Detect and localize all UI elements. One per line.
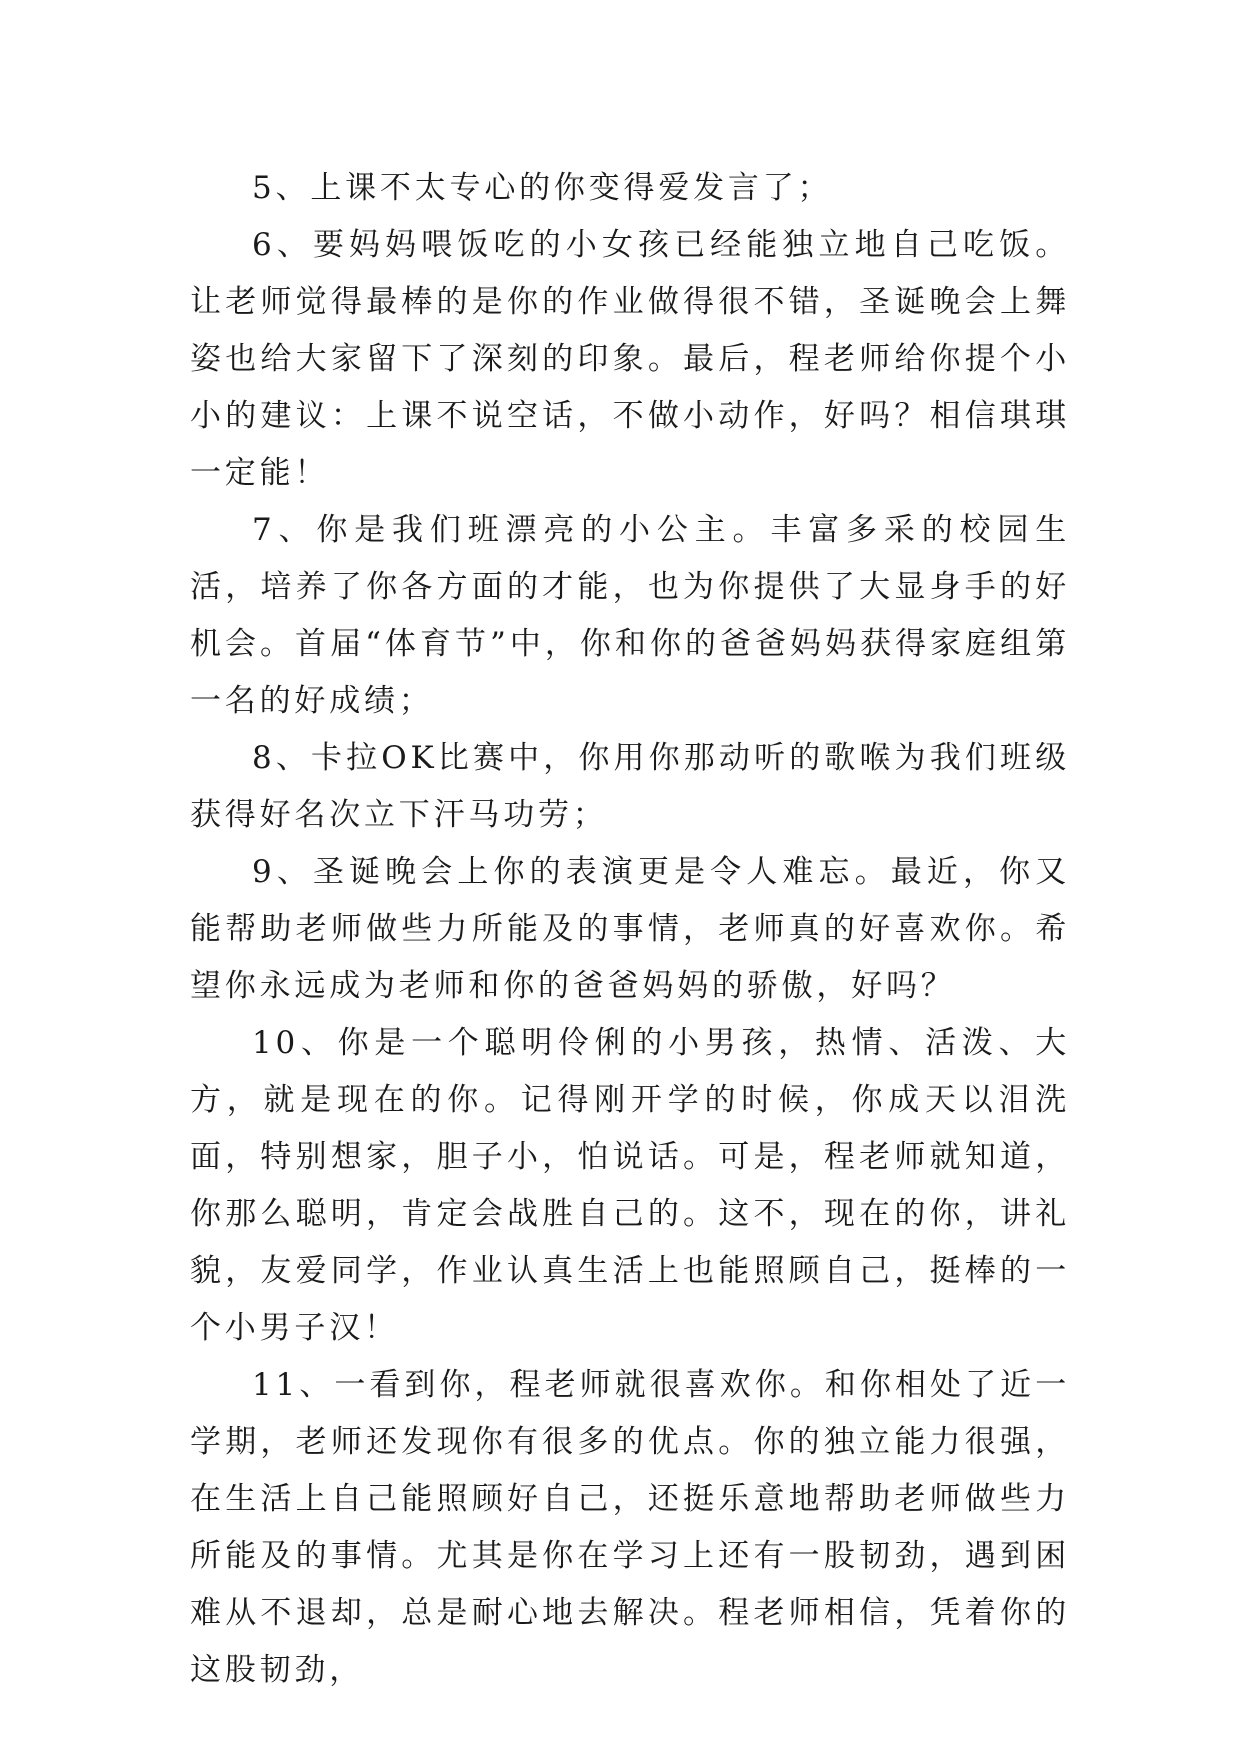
- paragraph-comment-7: 7、你是我们班漂亮的小公主。丰富多采的校园生活，培养了你各方面的才能，也为你提供了大显身手的好机会。首届“体育节”中，你和你的爸爸妈妈获得家庭组第一名的好成绩；: [190, 512, 1070, 719]
- paragraph-comment-10: 10、你是一个聪明伶俐的小男孩，热情、活泼、大方，就是现在的你。记得刚开学的时候，你成天以泪洗面，特别想家，胆子小，怕说话。可是，程老师就知道，你那么聪明，肯定会战胜自己的。这不，现在的你，讲礼貌，友爱同学，作业认真生活上也能照顾自己，挺棒的一个小男子汉！: [190, 1025, 1070, 1346]
- paragraph-comment-6: 6、要妈妈喂饭吃的小女孩已经能独立地自己吃饭。让老师觉得最棒的是你的作业做得很不错，圣诞晚会上舞姿也给大家留下了深刻的印象。最后，程老师给你提个小小的建议：上课不说空话，不做小动作，好吗？相信琪琪一定能！: [190, 227, 1070, 491]
- document-body: [190, 160, 1070, 1699]
- paragraph-comment-8: 8、卡拉OK比赛中，你用你那动听的歌喉为我们班级获得好名次立下汗马功劳；: [190, 740, 1070, 833]
- paragraph-comment-9: 9、圣诞晚会上你的表演更是令人难忘。最近，你又能帮助老师做些力所能及的事情，老师真的好喜欢你。希望你永远成为老师和你的爸爸妈妈的骄傲，好吗？: [190, 854, 1070, 1004]
- paragraph-comment-11: 11、一看到你，程老师就很喜欢你。和你相处了近一学期，老师还发现你有很多的优点。你的独立能力很强，在生活上自己能照顾好自己，还挺乐意地帮助老师做些力所能及的事情。尤其是你在学习上还有一股韧劲，遇到困难从不退却，总是耐心地去解决。程老师相信，凭着你的这股韧劲，: [190, 1367, 1070, 1688]
- paragraph-comment-5: 5、上课不太专心的你变得爱发言了；: [252, 170, 833, 206]
